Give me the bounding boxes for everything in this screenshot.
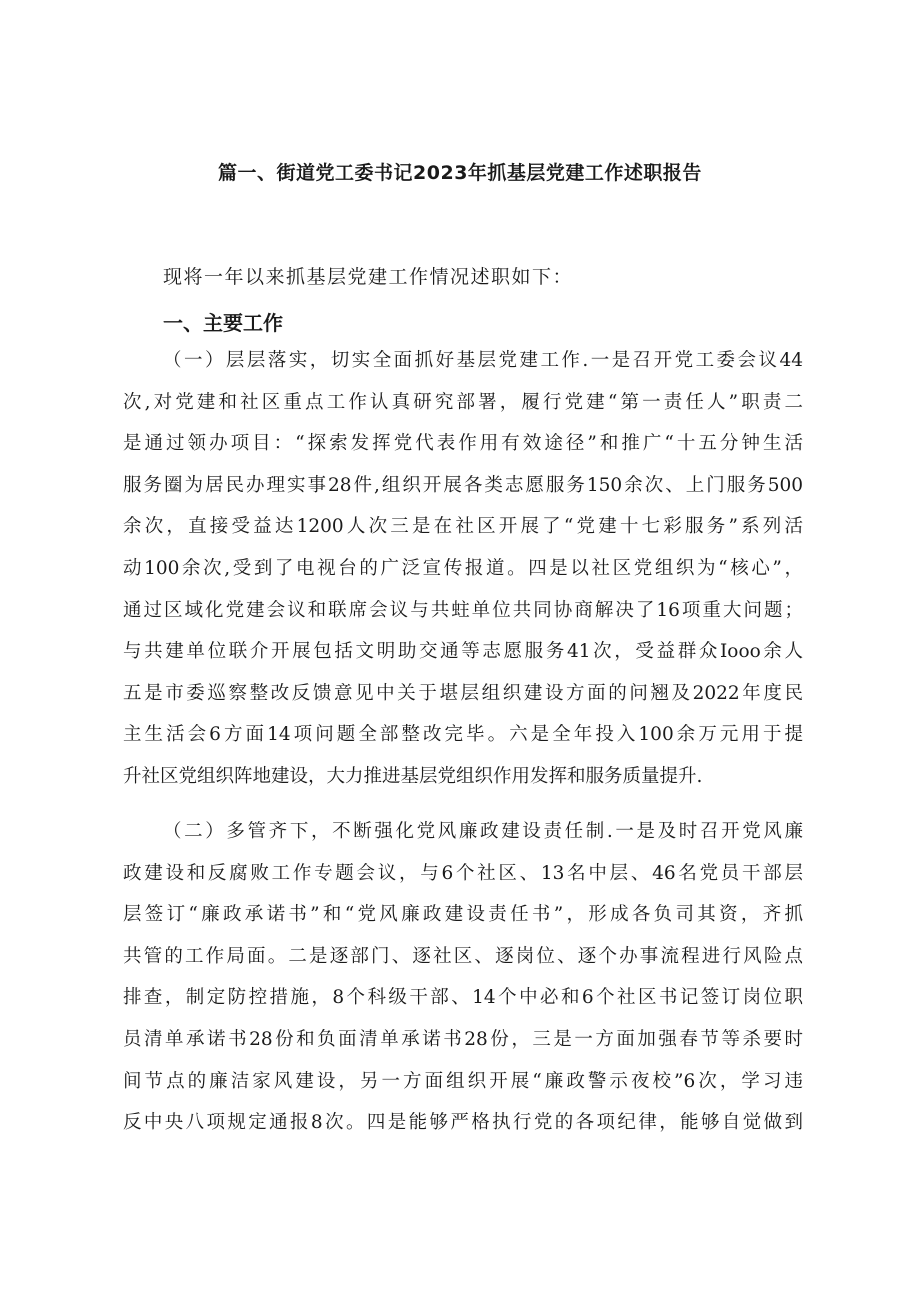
paragraph-line: （一）层层落实，切实全面抓好基层党建工作.一是召开党工委会议44 <box>163 350 803 371</box>
paragraph-line: 服务圈为居民办理实事28件,组织开展各类志愿服务150余次、上门服务500 <box>123 474 803 496</box>
paragraph-line: 员清单承诺书28份和负面清单承诺书28份，三是一方面加强春节等杀要时 <box>123 1028 803 1050</box>
paragraph-line: 反中央八项规定通报8次。四是能够严格执行党的各项纪律，能够自觉做到 <box>123 1112 803 1134</box>
paragraph-line: 次,对党建和社区重点工作认真研究部署，履行党建“第一责任人”职责二 <box>123 391 803 413</box>
paragraph-line: 层签订“廉政承诺书”和“党风廉政建设责任书”，形成各负司其资，齐抓 <box>123 904 803 926</box>
paragraph-line: （二）多管齐下，不断强化党风廉政建设责任制.一是及时召开党风廉 <box>163 821 803 842</box>
paragraph-line: 是通过领办项目：“探索发挥党代表作用有效途径”和推广“十五分钟生活 <box>123 433 803 455</box>
section-heading: 一、主要工作 <box>163 311 283 335</box>
paragraph-line: 五是市委巡察整改反馈意见中关于堪层组织建设方面的问翘及2022年度民 <box>123 682 803 704</box>
paragraph-line: 政建设和反腐败工作专题会议，与6个社区、13名中层、46名党员干部层 <box>123 862 803 884</box>
paragraph-line: 排查，制定防控措施，8个科级干部、14个中必和6个社区书记签订岗位职 <box>123 987 803 1009</box>
paragraph-line: 升社区党组织阵地建设，大力推进基层党组织作用发挥和服务质量提升. <box>123 765 703 787</box>
paragraph-line: 与共建单位联介开展包括文明助交通等志愿服务41次，受益群众Iooo余人 <box>123 641 803 663</box>
paragraph-line: 余次，直接受益达1200人次三是在社区开展了“党建十七彩服务”系列活 <box>123 516 803 538</box>
document-title: 篇一、街道党工委书记2023年抓基层党建工作述职报告 <box>218 162 702 184</box>
paragraph-2 <box>123 811 803 1144</box>
intro-paragraph: 现将一年以来抓基层党建工作情况述职如下： <box>163 266 574 288</box>
paragraph-line: 主生活会6方面14项问题全部整改完毕。六是全年投入100余万元用于提 <box>123 724 803 746</box>
paragraph-1 <box>123 340 803 798</box>
paragraph-line: 通过区域化党建会议和联席会议与共蛀单位共同协商解决了16项重大问题； <box>123 599 803 621</box>
paragraph-line: 间节点的廉洁家风建设，另一方面组织开展“廉政警示夜校”6次，学习违 <box>123 1070 803 1092</box>
paragraph-line: 动100余次,受到了电视台的广泛宣传报道。四是以社区党组织为“核心”， <box>123 557 803 579</box>
paragraph-line: 共管的工作局面。二是逐部门、逐社区、逐岗位、逐个办事流程进行风险点 <box>123 945 803 967</box>
